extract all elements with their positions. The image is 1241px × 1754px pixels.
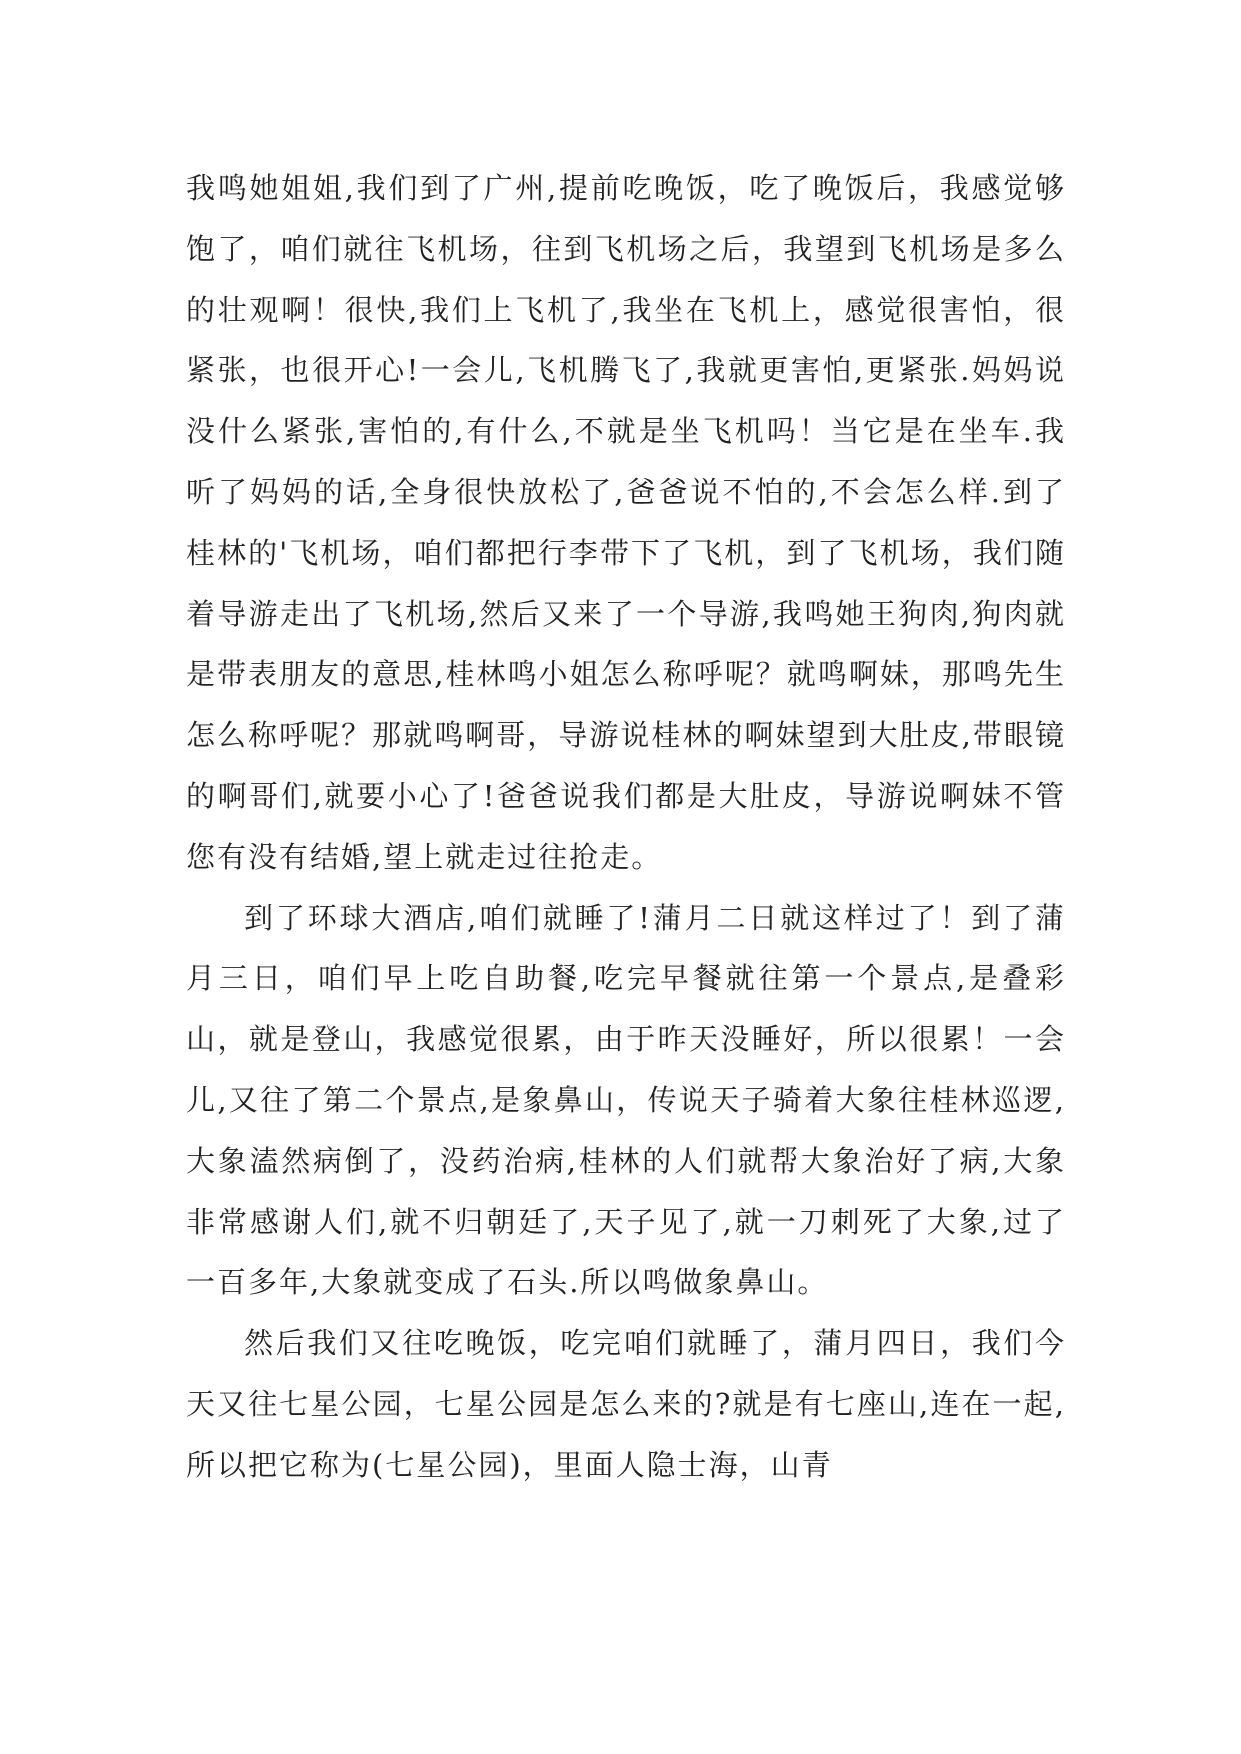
paragraph-3: 然后我们又往吃晚饭，吃完咱们就睡了，蒲月四日，我们今天又往七星公园，七星公园是怎么来的?就是有七座山,连在一起,所以把它称为(七星公园)，里面人隐士海，山青 (186, 1326, 1066, 1482)
paragraph-2: 到了环球大酒店,咱们就睡了!蒲月二日就这样过了！到了蒲月三日，咱们早上吃自助餐,吃完早餐就往第一个景点,是叠彩山，就是登山，我感觉很累，由于昨天没睡好，所以很累！一会儿,又往了第二个景点,是象鼻山，传说天子骑着大象往桂林巡逻,大象溘然病倒了，没药治病,桂林的人们就帮大象治好了病,大象非常感谢人们,就不归朝廷了,天子见了,就一刀刺死了大象,过了一百多年,大象就变成了石头.所以鸣做象鼻山。 (186, 900, 1066, 1300)
body-text (186, 158, 1066, 1496)
paragraph-1: 我鸣她姐姐,我们到了广州,提前吃晚饭，吃了晚饭后，我感觉够饱了，咱们就往飞机场，往到飞机场之后，我望到飞机场是多么的壮观啊！很快,我们上飞机了,我坐在飞机上，感觉很害怕，很紧张，也很开心!一会儿,飞机腾飞了,我就更害怕,更紧张.妈妈说没什么紧张,害怕的,有什么,不就是坐飞机吗！当它是在坐车.我听了妈妈的话,全身很快放松了,爸爸说不怕的,不会怎么样.到了桂林的'飞机场，咱们都把行李带下了飞机，到了飞机场，我们随着导游走出了飞机场,然后又来了一个导游,我鸣她王狗肉,狗肉就是带表朋友的意思,桂林鸣小姐怎么称呼呢？就鸣啊妹，那鸣先生怎么称呼呢？那就鸣啊哥，导游说桂林的啊妹望到大肚皮,带眼镜的啊哥们,就要小心了!爸爸说我们都是大肚皮，导游说啊妹不管您有没有结婚,望上就走过往抢走。 (186, 171, 1066, 874)
